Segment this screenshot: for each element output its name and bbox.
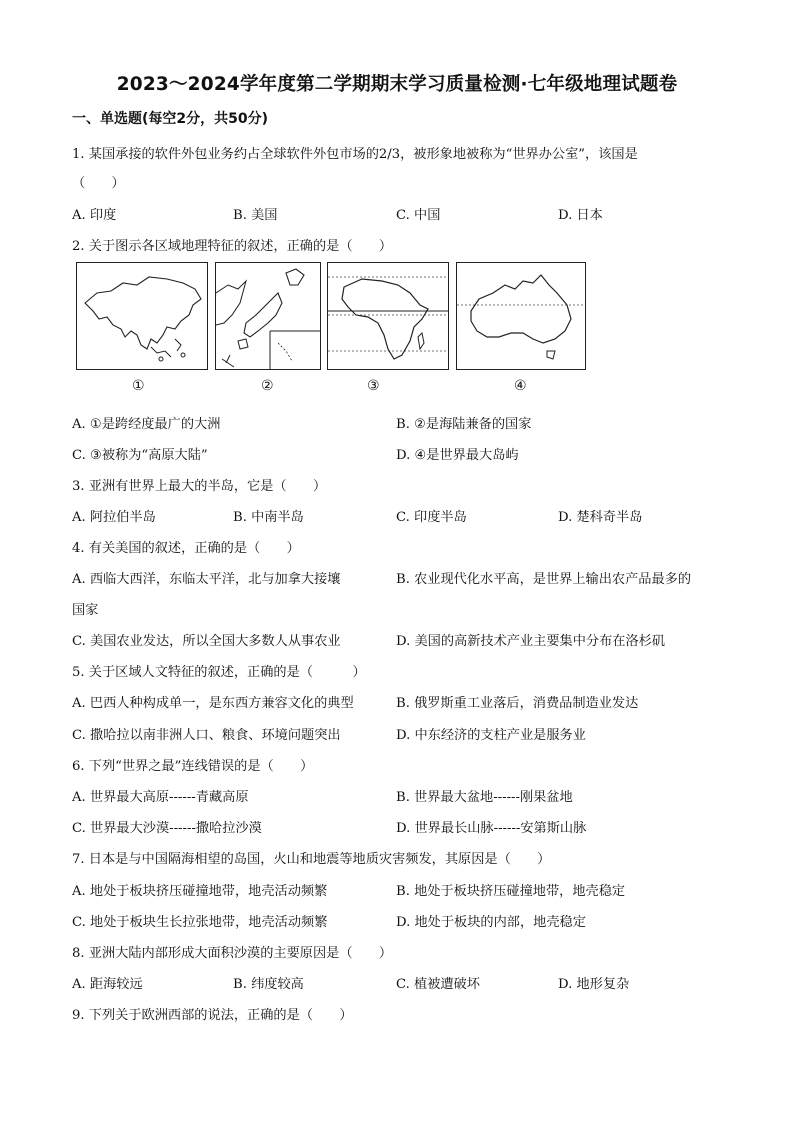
q2-option-c: C. ③被称为“高原大陆” [72,448,208,463]
map-label-3: ③ [367,378,380,394]
q3-option-a: A. 阿拉伯半岛 [72,510,156,525]
q7-option-c: C. 地处于板块生长拉张地带，地壳活动频繁 [72,915,328,930]
q3-option-b: B. 中南半岛 [233,510,304,525]
q2-option-a: A. ①是跨经度最广的大洲 [72,417,221,432]
map-label-4: ④ [514,378,527,394]
question-1-stem: 1. 某国承接的软件外包业务约占全球软件外包市场的2/3，被形象地被称为“世界办公室”，该国是 [72,147,638,162]
question-4-stem: 4. 有关美国的叙述，正确的是（ ） [72,541,300,556]
q8-option-a: A. 距海较远 [72,977,143,992]
q4-option-a: A. 西临大西洋，东临太平洋，北与加拿大接壤 [72,572,341,587]
question-7-stem: 7. 日本是与中国隔海相望的岛国，火山和地震等地质灾害频发，其原因是（ ） [72,852,551,867]
q4-option-b-cont: 国家 [72,603,99,618]
map-africa [327,262,449,370]
q2-option-d: D. ④是世界最大岛屿 [396,448,519,463]
q7-option-a: A. 地处于板块挤压碰撞地带，地壳活动频繁 [72,884,328,899]
map-australia [456,262,586,370]
question-1-stem-cont: （ ） [72,176,125,191]
q6-option-a: A. 世界最大高原------青藏高原 [72,790,249,805]
africa-outline-icon [328,263,448,369]
q5-option-a: A. 巴西人种构成单一，是东西方兼容文化的典型 [72,696,354,711]
q3-option-c: C. 印度半岛 [396,510,467,525]
q3-option-d: D. 楚科奇半岛 [558,510,643,525]
question-8-stem: 8. 亚洲大陆内部形成大面积沙漠的主要原因是（ ） [72,946,393,961]
q4-option-d: D. 美国的高新技术产业主要集中分布在洛杉矶 [396,634,666,649]
map-label-2: ② [261,378,274,394]
question-9-stem: 9. 下列关于欧洲西部的说法，正确的是（ ） [72,1008,353,1023]
q5-option-b: B. 俄罗斯重工业落后，消费品制造业发达 [396,696,639,711]
q4-option-b: B. 农业现代化水平高，是世界上输出农产品最多的 [396,572,692,587]
q5-option-d: D. 中东经济的支柱产业是服务业 [396,728,586,743]
q1-option-c: C. 中国 [396,208,441,223]
question-5-stem: 5. 关于区域人文特征的叙述，正确的是（ ） [72,665,366,680]
q6-option-b: B. 世界最大盆地------刚果盆地 [396,790,573,805]
map-figure [74,262,594,402]
q6-option-d: D. 世界最长山脉------安第斯山脉 [396,821,587,836]
question-3-stem: 3. 亚洲有世界上最大的半岛，它是（ ） [72,479,327,494]
question-2-stem: 2. 关于图示各区域地理特征的叙述，正确的是（ ） [72,239,393,254]
map-japan [215,262,321,370]
q1-option-a: A. 印度 [72,208,117,223]
q6-option-c: C. 世界最大沙漠------撒哈拉沙漠 [72,821,262,836]
q8-option-b: B. 纬度较高 [233,977,304,992]
q4-option-c: C. 美国农业发达，所以全国大多数人从事农业 [72,634,341,649]
question-6-stem: 6. 下列“世界之最”连线错误的是（ ） [72,759,314,774]
q5-option-c: C. 撒哈拉以南非洲人口、粮食、环境问题突出 [72,728,341,743]
q1-option-b: B. 美国 [233,208,278,223]
q2-option-b: B. ②是海陆兼备的国家 [396,417,532,432]
map-asia [76,262,208,370]
asia-outline-icon [77,263,207,369]
exam-title: 2023～2024学年度第二学期期末学习质量检测·七年级地理试题卷 [116,74,678,95]
q8-option-d: D. 地形复杂 [558,977,630,992]
section-heading: 一、单选题(每空2分，共50分) [72,111,269,127]
map-label-1: ① [132,378,145,394]
q7-option-d: D. 地处于板块的内部，地壳稳定 [396,915,586,930]
australia-outline-icon [457,263,585,369]
japan-outline-icon [216,263,320,369]
q8-option-c: C. 植被遭破坏 [396,977,480,992]
q1-option-d: D. 日本 [558,208,603,223]
q7-option-b: B. 地处于板块挤压碰撞地带，地壳稳定 [396,884,626,899]
